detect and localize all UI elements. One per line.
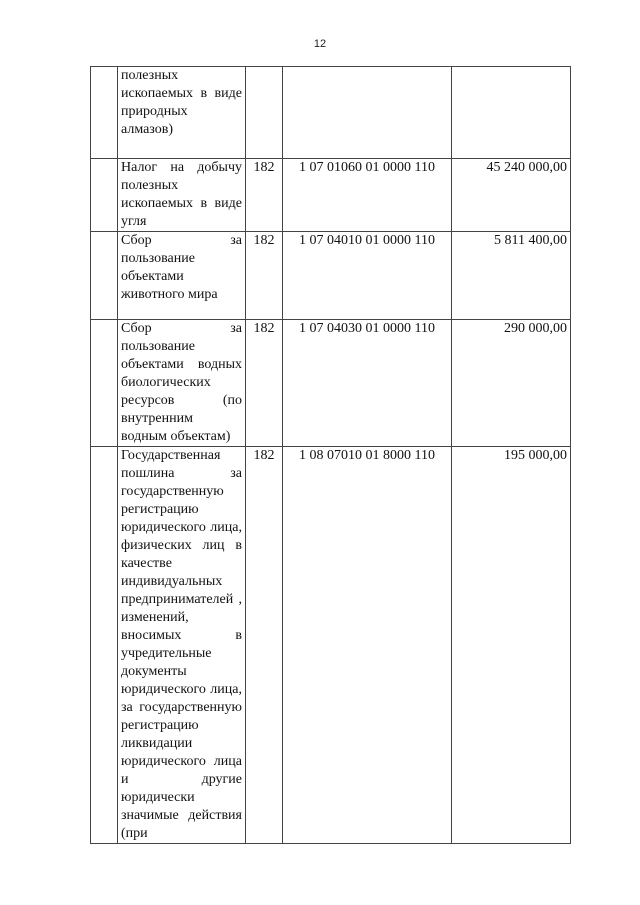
blank-cell <box>91 320 118 447</box>
admin-code: 182 <box>246 320 283 447</box>
page-number: 12 <box>313 38 327 50</box>
amount: 195 000,00 <box>452 447 571 844</box>
amount <box>452 67 571 159</box>
amount: 5 811 400,00 <box>452 232 571 320</box>
income-name: Сбор за пользование объектами животного мира <box>118 232 246 320</box>
blank-cell <box>91 159 118 232</box>
income-name: Налог на добычу полезных ископаемых в виде угля <box>118 159 246 232</box>
table-row <box>91 67 571 159</box>
admin-code: 182 <box>246 447 283 844</box>
blank-cell <box>91 232 118 320</box>
table-row <box>91 232 571 320</box>
blank-cell <box>91 447 118 844</box>
amount: 45 240 000,00 <box>452 159 571 232</box>
blank-cell <box>91 67 118 159</box>
admin-code: 182 <box>246 159 283 232</box>
admin-code: 182 <box>246 232 283 320</box>
table-row <box>91 159 571 232</box>
table-row <box>91 447 571 844</box>
revenue-table <box>90 66 571 844</box>
income-name: полезных ископаемых в виде природных алмазов) <box>118 67 246 159</box>
admin-code <box>246 67 283 159</box>
income-name: Государственная пошлина за государственную регистрацию юридического лица, физических лиц в качестве индивидуальных предпринимателей , изменений, вносимых в учредительные документы юридического лица, за государственную регистрацию ликвидации юридического лица и другие юридически значимые действия (при <box>118 447 246 844</box>
budget-code: 1 07 04030 01 0000 110 <box>283 320 452 447</box>
budget-code <box>283 67 452 159</box>
table-row <box>91 320 571 447</box>
budget-code: 1 07 04010 01 0000 110 <box>283 232 452 320</box>
budget-code: 1 07 01060 01 0000 110 <box>283 159 452 232</box>
budget-code: 1 08 07010 01 8000 110 <box>283 447 452 844</box>
income-name: Сбор за пользование объектами водных биологических ресурсов (по внутренним водным объектам) <box>118 320 246 447</box>
amount: 290 000,00 <box>452 320 571 447</box>
